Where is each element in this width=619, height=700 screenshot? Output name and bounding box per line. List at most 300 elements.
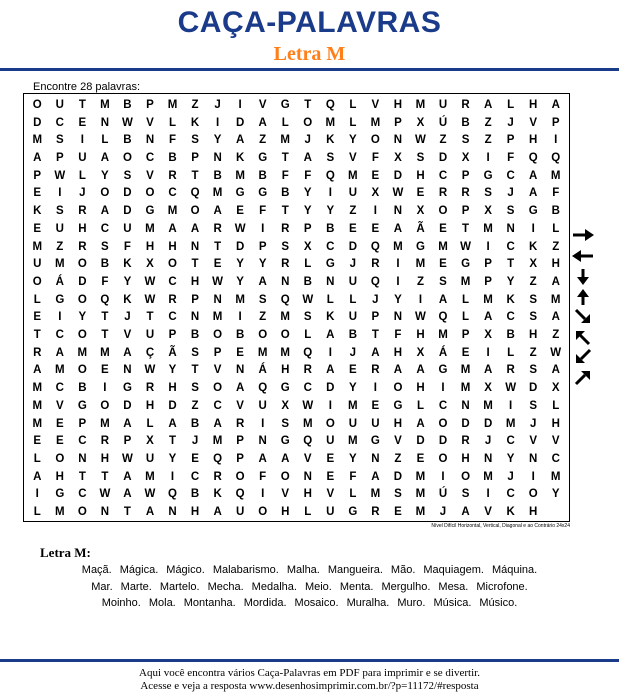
grid-cell: Y (303, 187, 312, 200)
grid-cell: I (373, 382, 377, 395)
grid-cell: X (281, 399, 290, 412)
grid-cell: P (506, 134, 515, 147)
grid-cell: A (258, 116, 267, 129)
grid-cell: P (484, 258, 492, 271)
grid-cell: H (393, 346, 403, 359)
grid-cell: K (529, 240, 538, 253)
grid-cell: P (394, 116, 402, 129)
grid-cell: H (529, 98, 538, 111)
grid-cell: O (280, 470, 290, 483)
grid-cell: R (371, 258, 380, 271)
grid-cell: K (326, 311, 335, 324)
grid-cell: J (507, 470, 514, 483)
grid-cell: N (461, 399, 470, 412)
grid-cell: U (55, 222, 64, 235)
grid-cell: Y (168, 453, 177, 466)
grid-cell: Ã (416, 222, 425, 235)
grid-cell: M (77, 346, 88, 359)
grid-cell: X (484, 329, 492, 342)
grid-cell: V (55, 399, 64, 412)
grid-cell: C (55, 116, 64, 129)
grid-cell: S (529, 399, 538, 412)
grid-cell: P (303, 222, 312, 235)
grid-cell: O (393, 382, 403, 395)
grid-cell: G (235, 187, 245, 200)
word-list-line (0, 595, 619, 612)
grid-cell: B (123, 98, 132, 111)
grid-cell: Z (56, 240, 64, 253)
grid-cell: M (460, 382, 471, 395)
grid-cell: O (77, 364, 87, 377)
grid-cell: L (78, 169, 86, 182)
grid-cell: O (32, 98, 42, 111)
grid-cell: N (100, 506, 110, 519)
grid-cell: N (371, 453, 380, 466)
grid-cell: Q (325, 169, 335, 182)
grid-cell: P (484, 275, 492, 288)
grid-cell: X (529, 258, 538, 271)
grid-cell: Z (484, 116, 492, 129)
word-list-item: Mangueira. (327, 564, 383, 576)
grid-cell: W (144, 275, 156, 288)
grid-cell: V (303, 453, 312, 466)
grid-cell: V (529, 435, 538, 448)
grid-cell: J (507, 116, 514, 129)
grid-cell: E (326, 453, 335, 466)
word-list-item: Meio. (304, 580, 332, 593)
grid-cell: N (123, 364, 132, 377)
grid-cell: G (258, 187, 268, 200)
grid-cell: Y (506, 453, 515, 466)
grid-cell: W (505, 382, 517, 395)
grid-cell: V (146, 169, 154, 182)
grid-cell: E (236, 346, 244, 359)
grid-cell: M (100, 417, 110, 430)
grid-cell: I (486, 151, 490, 164)
grid-cell: B (303, 275, 312, 288)
grid-cell: F (123, 240, 131, 253)
grid-cell: U (326, 435, 335, 448)
grid-cell: K (123, 258, 132, 271)
grid-cell: L (349, 293, 357, 306)
grid-cell: S (529, 364, 538, 377)
grid-cell: O (190, 205, 200, 218)
grid-cell: M (370, 488, 381, 501)
grid-cell: U (145, 329, 155, 342)
grid-cell: Q (100, 293, 110, 306)
grid-cell: A (551, 275, 560, 288)
grid-cell: M (415, 488, 426, 501)
grid-cell: U (145, 453, 155, 466)
grid-cell: W (302, 293, 314, 306)
grid-cell: O (258, 329, 268, 342)
grid-cell: I (531, 470, 535, 483)
grid-cell: Y (123, 275, 132, 288)
grid-cell: P (33, 169, 42, 182)
grid-cell: H (55, 470, 64, 483)
grid-cell: Q (551, 151, 561, 164)
grid-cell: L (101, 134, 109, 147)
grid-cell: S (506, 205, 515, 218)
grid-cell: C (100, 222, 110, 235)
page-subtitle: Letra M (273, 43, 346, 65)
grid-cell: O (77, 293, 87, 306)
grid-cell: J (529, 417, 537, 430)
grid-cell: D (123, 399, 132, 412)
grid-cell: O (32, 275, 42, 288)
grid-cell: C (506, 488, 515, 501)
grid-cell: Z (484, 134, 492, 147)
grid-cell: P (371, 311, 380, 324)
grid-cell: D (33, 116, 42, 129)
grid-cell: L (33, 453, 41, 466)
grid-cell: G (77, 399, 87, 412)
grid-cell: V (349, 151, 357, 164)
grid-cell: I (441, 382, 445, 395)
grid-cell: U (438, 98, 448, 111)
grid-cell: L (168, 116, 177, 129)
grid-cell: W (144, 488, 156, 501)
grid-cell: A (551, 98, 560, 111)
grid-cell: X (551, 382, 560, 395)
grid-cell: A (123, 488, 132, 501)
grid-cell: Z (552, 240, 560, 253)
grid-cell: S (529, 311, 538, 324)
word-list-item: Muralha. (346, 597, 390, 610)
grid-cell: T (168, 435, 177, 448)
grid-cell: V (484, 506, 492, 519)
grid-cell: I (486, 240, 490, 253)
grid-cell: B (190, 488, 200, 501)
grid-cell: W (392, 187, 404, 200)
word-list-item: Música. (433, 597, 472, 610)
grid-cell: I (215, 116, 220, 129)
grid-cell: A (213, 417, 222, 430)
grid-cell: Q (370, 275, 380, 288)
grid-cell: M (32, 134, 43, 147)
grid-cell: U (348, 187, 357, 200)
grid-cell: F (371, 151, 379, 164)
grid-cell: R (461, 98, 470, 111)
grid-cell: T (281, 151, 289, 164)
word-list-item: Malabarismo. (212, 564, 279, 576)
grid-cell: P (461, 205, 470, 218)
grid-cell: M (302, 417, 313, 430)
grid-cell: T (462, 222, 470, 235)
grid-cell: N (168, 506, 177, 519)
word-list-item: Mordida. (243, 597, 287, 610)
grid-cell: T (191, 258, 199, 271)
word-list-item: Mola. (148, 597, 176, 610)
grid-cell: G (438, 364, 448, 377)
word-list-item: Mecha. (207, 580, 244, 593)
grid-cell: I (328, 187, 332, 200)
grid-cell: X (416, 346, 425, 359)
grid-cell: N (303, 470, 312, 483)
grid-cell: W (302, 399, 314, 412)
word-list-item: Mágico. (166, 564, 205, 576)
grid-cell: S (123, 169, 132, 182)
grid-cell: Z (439, 134, 447, 147)
grid-cell: Q (325, 98, 335, 111)
grid-cell: A (100, 151, 110, 164)
grid-cell: R (168, 169, 177, 182)
grid-cell: M (325, 116, 336, 129)
word-list-item: Mergulho. (381, 580, 431, 593)
grid-cell: B (213, 169, 222, 182)
grid-cell: X (461, 151, 470, 164)
grid-cell: K (33, 205, 42, 218)
grid-cell: S (281, 417, 290, 430)
grid-cell: F (259, 205, 267, 218)
grid-cell: T (33, 329, 41, 342)
grid-cell: D (235, 116, 245, 129)
grid-cell: R (281, 222, 290, 235)
grid-cell: A (529, 187, 538, 200)
grid-cell: A (213, 506, 222, 519)
word-list-title: Letra M: (40, 545, 91, 560)
grid-cell: J (372, 293, 379, 306)
grid-cell: A (168, 222, 177, 235)
grid-cell: C (168, 311, 177, 324)
grid-cell: X (371, 187, 380, 200)
grid-cell: K (506, 506, 515, 519)
grid-cell: H (416, 169, 425, 182)
grid-cell: T (101, 329, 109, 342)
grid-cell: X (416, 205, 425, 218)
grid-cell: A (123, 470, 132, 483)
grid-cell: Y (506, 275, 515, 288)
grid-cell: U (123, 222, 132, 235)
grid-cell: B (123, 134, 132, 147)
grid-cell: C (145, 151, 155, 164)
grid-cell: U (33, 258, 42, 271)
grid-cell: O (258, 506, 268, 519)
grid-cell: C (168, 187, 177, 200)
grid-cell: I (261, 222, 265, 235)
grid-cell: I (80, 134, 84, 147)
grid-cell: G (528, 205, 538, 218)
grid-cell: S (484, 187, 492, 200)
grid-cell: E (349, 222, 357, 235)
grid-cell: I (328, 399, 332, 412)
grid-cell: P (191, 151, 199, 164)
grid-cell: Z (394, 453, 402, 466)
grid-cell: I (509, 399, 513, 412)
word-list-item: Mão. (390, 564, 416, 576)
grid-cell: H (281, 506, 290, 519)
grid-cell: O (55, 453, 65, 466)
word-list-item: Maquiagem. (423, 564, 484, 576)
grid-cell: B (190, 329, 200, 342)
grid-cell: W (144, 364, 156, 377)
grid-cell: A (393, 222, 403, 235)
right-arrow-icon (570, 226, 596, 244)
grid-cell: H (551, 258, 560, 271)
grid-cell: A (213, 205, 222, 218)
grid-cell: Y (349, 382, 357, 395)
grid-cell: L (281, 116, 289, 129)
grid-cell: M (348, 399, 358, 412)
grid-cell: G (55, 488, 65, 501)
grid-cell: M (167, 98, 178, 111)
grid-cell: Y (551, 488, 560, 501)
grid-cell: A (483, 98, 493, 111)
grid-cell: M (100, 98, 110, 111)
grid-cell: Z (259, 134, 267, 147)
grid-cell: A (123, 346, 132, 359)
grid-cell: Q (303, 346, 313, 359)
grid-cell: A (145, 506, 155, 519)
grid-cell: M (257, 346, 268, 359)
grid-cell: V (258, 98, 267, 111)
grid-cell: N (483, 453, 493, 466)
grid-cell: V (394, 435, 402, 448)
grid-cell: P (123, 435, 132, 448)
grid-cell: C (55, 329, 64, 342)
grid-cell: M (55, 364, 65, 377)
grid-cell: N (281, 275, 290, 288)
grid-cell: A (326, 364, 335, 377)
grid-cell: N (78, 453, 87, 466)
grid-cell: X (146, 435, 154, 448)
grid-cell: J (304, 134, 311, 147)
grid-cell: G (370, 435, 380, 448)
grid-cell: M (32, 240, 43, 253)
grid-cell: M (212, 435, 223, 448)
grid-cell: H (461, 453, 470, 466)
grid-cell: F (259, 470, 267, 483)
word-list-item: Músico. (479, 597, 518, 610)
grid-cell: A (371, 470, 380, 483)
grid-cell: O (77, 506, 87, 519)
grid-cell: O (213, 329, 223, 342)
grid-cell: A (371, 346, 380, 359)
grid-cell: B (258, 169, 267, 182)
grid-cell: D (168, 399, 177, 412)
grid-cell: H (529, 506, 538, 519)
grid-cell: Z (191, 399, 199, 412)
grid-cell: Á (55, 275, 64, 288)
word-list-item: Montanha. (183, 597, 236, 610)
grid-cell: Á (438, 346, 448, 359)
grid-cell: S (416, 151, 425, 164)
word-list-line (0, 562, 619, 579)
grid-cell: W (234, 222, 246, 235)
grid-cell: A (461, 506, 470, 519)
grid-cell: O (100, 399, 110, 412)
footer-line-2: Acesse e veja a resposta www.desenhosimprimir.com.br/?p=11172/#resposta (140, 680, 479, 692)
word-list-item: Máquina. (491, 564, 538, 576)
grid-cell: R (33, 346, 42, 359)
grid-cell: D (483, 417, 493, 430)
top-divider (0, 68, 619, 71)
grid-cell: Z (529, 275, 537, 288)
grid-cell: A (235, 134, 245, 147)
grid-cell: I (396, 258, 400, 271)
grid-cell: N (213, 151, 222, 164)
grid-cell: G (415, 240, 425, 253)
grid-cell: L (349, 98, 357, 111)
grid-cell: L (33, 506, 41, 519)
grid-cell: J (507, 187, 514, 200)
grid-cell: S (461, 134, 470, 147)
grid-cell: V (281, 488, 290, 501)
grid-cell: O (528, 488, 538, 501)
grid-cell: B (235, 329, 245, 342)
grid-cell: A (416, 364, 425, 377)
grid-cell: P (78, 417, 87, 430)
grid-cell: I (238, 311, 242, 324)
grid-cell: P (168, 329, 177, 342)
grid-cell: K (213, 488, 222, 501)
grid-cell: G (393, 399, 403, 412)
puzzle-grid-frame (23, 93, 570, 522)
grid-cell: D (438, 151, 448, 164)
grid-cell: H (168, 382, 177, 395)
grid-cell: B (190, 417, 200, 430)
grid-cell: A (483, 364, 493, 377)
grid-cell: F (101, 275, 109, 288)
grid-cell: A (33, 364, 42, 377)
grid-cell: G (325, 258, 335, 271)
grid-cell: X (484, 382, 492, 395)
grid-cell: M (348, 435, 358, 448)
grid-cell: L (507, 98, 515, 111)
grid-cell: S (303, 311, 312, 324)
grid-cell: L (349, 488, 357, 501)
grid-cell: Q (370, 240, 380, 253)
grid-cell: E (416, 453, 425, 466)
grid-cell: M (415, 258, 426, 271)
grid-cell: N (506, 222, 515, 235)
grid-cell: E (439, 222, 447, 235)
footer-line-1: Aqui você encontra vários Caça-Palavras em PDF para imprimir e se divertir. (139, 667, 480, 679)
grid-cell: G (122, 382, 132, 395)
grid-cell: D (393, 169, 403, 182)
grid-cell: N (190, 311, 200, 324)
grid-cell: M (280, 134, 291, 147)
bottom-divider (0, 659, 619, 662)
grid-cell: J (349, 346, 357, 359)
grid-cell: N (529, 453, 538, 466)
grid-cell: I (486, 346, 490, 359)
grid-cell: T (78, 470, 86, 483)
grid-cell: J (439, 506, 447, 519)
word-list (0, 562, 619, 612)
grid-cell: R (303, 364, 312, 377)
down-right-arrow-icon (570, 308, 596, 326)
grid-cell: A (190, 222, 200, 235)
grid-cell: A (258, 453, 267, 466)
grid-cell: Q (190, 187, 200, 200)
grid-cell: T (123, 506, 131, 519)
grid-cell: Á (258, 364, 267, 377)
grid-cell: V (213, 364, 222, 377)
grid-cell: H (190, 275, 200, 288)
up-left-arrow-icon (570, 328, 596, 346)
grid-cell: B (78, 382, 87, 395)
grid-cell: P (461, 329, 470, 342)
grid-cell: W (550, 346, 562, 359)
grid-cell: C (551, 453, 560, 466)
grid-cell: I (373, 205, 377, 218)
grid-cell: D (348, 240, 357, 253)
grid-cell: W (99, 488, 111, 501)
grid-cell: E (213, 258, 222, 271)
grid-cell: C (78, 435, 87, 448)
grid-cell: N (213, 293, 222, 306)
